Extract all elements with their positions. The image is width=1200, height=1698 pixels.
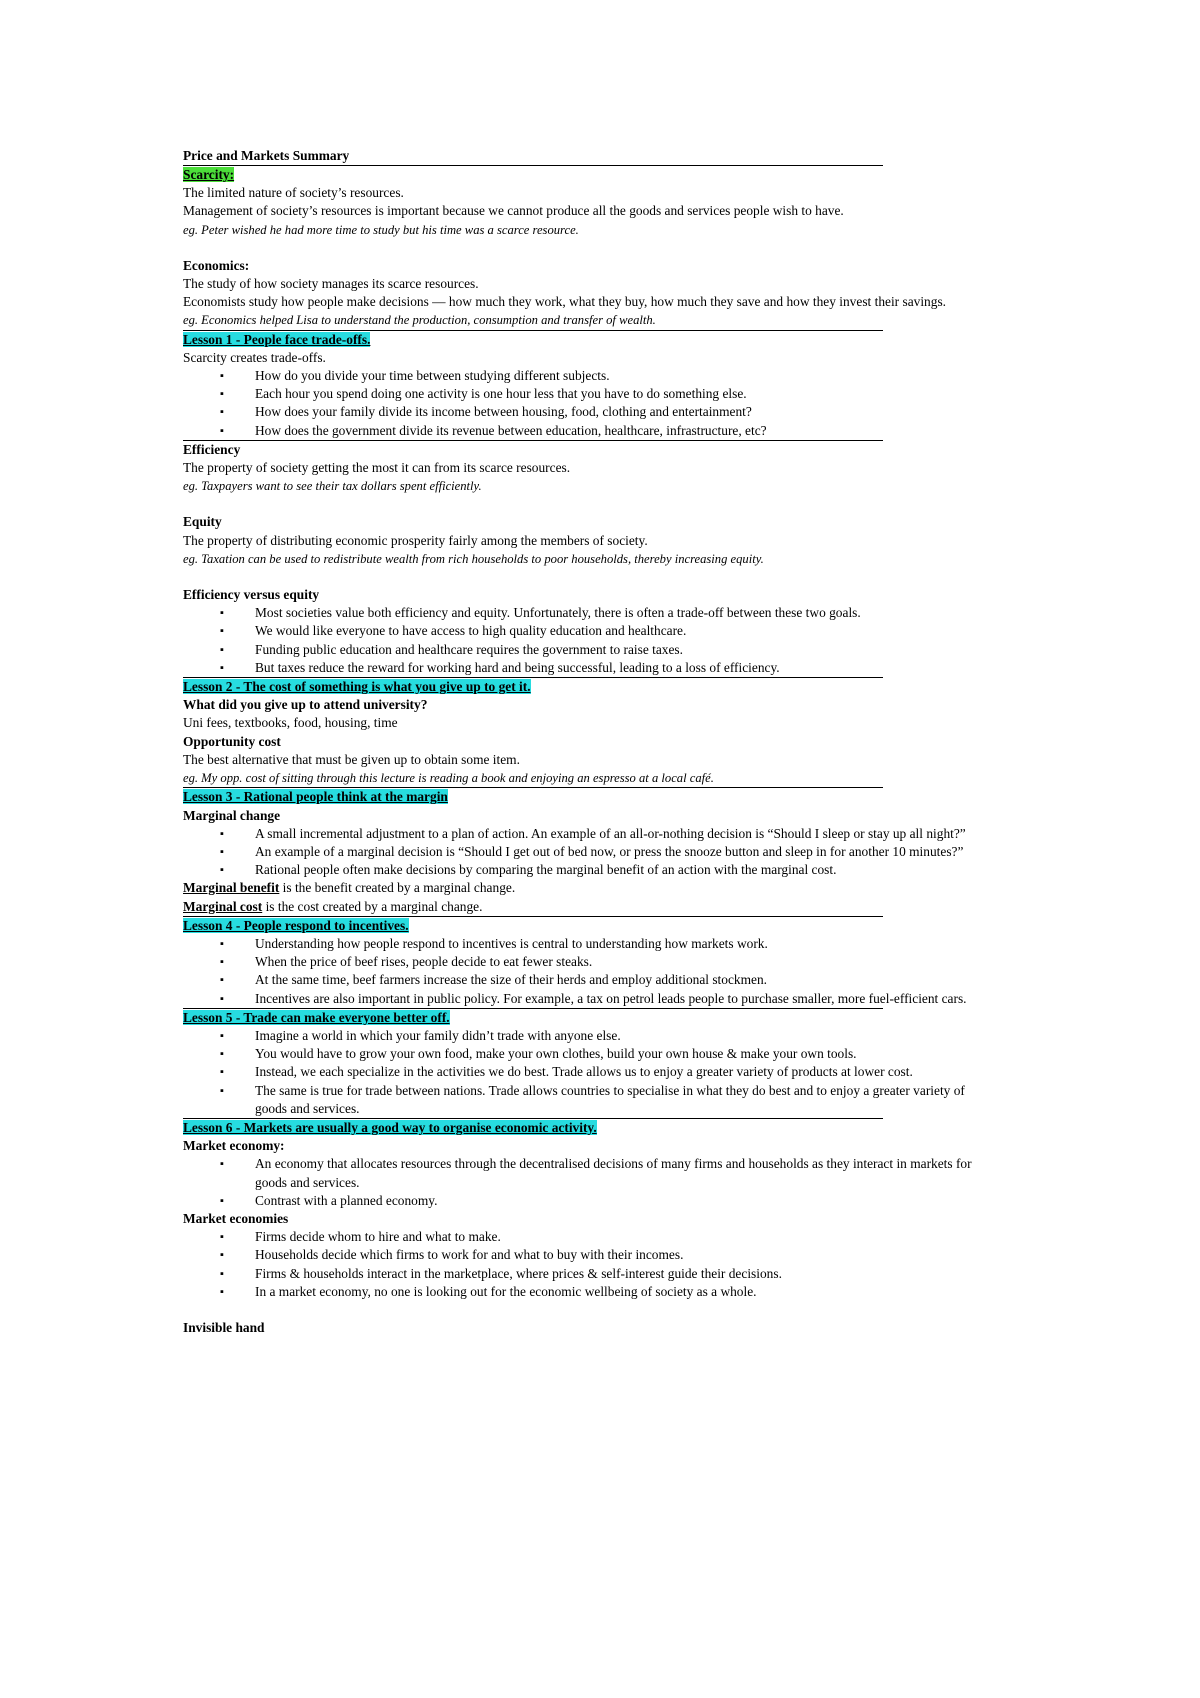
opportunity-cost-example: eg. My opp. cost of sitting through this lecture is reading a book and enjoying an espresso at a local café. — [183, 771, 714, 786]
list-item: ▪ The same is true for trade between nations. Trade allows countries to specialise in what they do best and to enjoy a greater variety of goods and services. — [183, 1082, 985, 1118]
lesson3-heading: Lesson 3 - Rational people think at the margin — [183, 789, 448, 805]
efficiency-vs-equity-list — [183, 604, 1033, 677]
lesson4-bullet-list — [183, 935, 1033, 1008]
economics-example: eg. Economics helped Lisa to understand the production, consumption and transfer of wealth. — [183, 313, 656, 328]
list-item: ▪ Imagine a world in which your family didn’t trade with anyone else. — [183, 1027, 1033, 1045]
market-economy-term: Market economy: — [183, 1138, 285, 1154]
list-item: ▪ How do you divide your time between studying different subjects. — [183, 367, 1033, 385]
lesson3-bullet-list — [183, 825, 1033, 880]
equity-definition: The property of distributing economic prosperity fairly among the members of society. — [183, 532, 648, 548]
economics-definition: The study of how society manages its scarce resources. — [183, 276, 479, 292]
list-item: ▪ Households decide which firms to work for and what to buy with their incomes. — [183, 1246, 1033, 1264]
market-economies-list — [183, 1228, 1033, 1301]
list-item: ▪ A small incremental adjustment to a plan of action. An example of an all-or-nothing decision is “Should I sleep or stay up all night?” — [183, 825, 985, 843]
market-economy-list — [183, 1155, 1033, 1210]
list-item: ▪ When the price of beef rises, people decide to eat fewer steaks. — [183, 953, 1033, 971]
lesson5-bullet-list — [183, 1027, 1033, 1118]
lesson2-question: What did you give up to attend university? — [183, 697, 428, 713]
list-item: ▪ Incentives are also important in public policy. For example, a tax on petrol leads people to purchase smaller, more fuel-efficient cars. — [183, 990, 985, 1008]
lesson1-bullet-list — [183, 367, 1033, 440]
list-item: ▪ You would have to grow your own food, make your own clothes, build your own house & make your own tools. — [183, 1045, 1033, 1063]
efficiency-example: eg. Taxpayers want to see their tax dollars spent efficiently. — [183, 479, 482, 494]
efficiency-vs-equity-heading: Efficiency versus equity — [183, 587, 320, 603]
list-item: ▪ Most societies value both efficiency and equity. Unfortunately, there is often a trade-off between these two goals. — [183, 604, 1033, 622]
efficiency-definition: The property of society getting the most it can from its scarce resources. — [183, 460, 571, 476]
list-item: ▪ We would like everyone to have access to high quality education and healthcare. — [183, 622, 1033, 640]
market-economies-term: Market economies — [183, 1210, 289, 1226]
page-title: Price and Markets Summary — [183, 148, 350, 163]
list-item: ▪ Understanding how people respond to incentives is central to understanding how markets work. — [183, 935, 1033, 953]
lesson6-heading: Lesson 6 - Markets are usually a good way to organise economic activity. — [183, 1119, 597, 1135]
list-item: ▪ Firms decide whom to hire and what to make. — [183, 1228, 1033, 1246]
economics-heading: Economics: — [183, 257, 250, 273]
lesson4-heading: Lesson 4 - People respond to incentives. — [183, 917, 409, 933]
list-item: ▪ Firms & households interact in the marketplace, where prices & self-interest guide their decisions. — [183, 1265, 1033, 1283]
invisible-hand-heading: Invisible hand — [183, 1319, 265, 1335]
equity-heading: Equity — [183, 514, 222, 530]
list-item: ▪ Funding public education and healthcare requires the government to raise taxes. — [183, 641, 1033, 659]
marginal-benefit-definition: is the benefit created by a marginal change. — [279, 880, 516, 896]
opportunity-cost-definition: The best alternative that must be given up to obtain some item. — [183, 751, 520, 767]
lesson2-heading: Lesson 2 - The cost of something is what you give up to get it. — [183, 679, 531, 695]
lesson1-heading: Lesson 1 - People face trade-offs. — [183, 331, 371, 347]
lesson1-intro: Scarcity creates trade-offs. — [183, 349, 326, 365]
marginal-cost-term: Marginal cost — [183, 898, 263, 914]
list-item: ▪ How does the government divide its revenue between education, healthcare, infrastructure, etc? — [183, 422, 1033, 440]
list-item: ▪ At the same time, beef farmers increase the size of their herds and employ additional stockmen. — [183, 971, 1033, 989]
list-item: ▪ Rational people often make decisions by comparing the marginal benefit of an action with the marginal cost. — [183, 861, 1033, 879]
list-item: ▪ How does your family divide its income between housing, food, clothing and entertainment? — [183, 403, 1033, 421]
scarcity-definition: The limited nature of society’s resources. — [183, 185, 404, 201]
list-item: ▪ An economy that allocates resources through the decentralised decisions of many firms and households as they interact in markets for goods and services. — [183, 1155, 985, 1191]
list-item: ▪ In a market economy, no one is looking out for the economic wellbeing of society as a whole. — [183, 1283, 1033, 1301]
opportunity-cost-term: Opportunity cost — [183, 733, 281, 749]
document-body — [183, 147, 1033, 1337]
list-item: ▪ But taxes reduce the reward for working hard and being successful, leading to a loss of efficiency. — [183, 659, 1033, 677]
marginal-benefit-term: Marginal benefit — [183, 880, 280, 896]
list-item: ▪ Each hour you spend doing one activity is one hour less that you have to do something else. — [183, 385, 1033, 403]
marginal-cost-definition: is the cost created by a marginal change. — [262, 898, 483, 914]
economics-description: Economists study how people make decisions — how much they work, what they buy, how much they save and how they invest their savings. — [183, 294, 947, 310]
equity-example: eg. Taxation can be used to redistribute wealth from rich households to poor households, thereby increasing equity. — [183, 551, 764, 566]
list-item: ▪ An example of a marginal decision is “Should I get out of bed now, or press the snooze button and sleep in for another 10 minutes?” — [183, 843, 985, 861]
list-item: ▪ Instead, we each specialize in the activities we do best. Trade allows us to enjoy a greater variety of products at lower cost. — [183, 1063, 985, 1081]
efficiency-heading: Efficiency — [183, 441, 241, 457]
lesson2-answer: Uni fees, textbooks, food, housing, time — [183, 715, 398, 731]
scarcity-example: eg. Peter wished he had more time to study but his time was a scarce resource. — [183, 222, 579, 237]
list-item: ▪ Contrast with a planned economy. — [183, 1192, 1033, 1210]
scarcity-description: Management of society’s resources is important because we cannot produce all the goods and services people wish to have. — [183, 203, 844, 219]
marginal-change-term: Marginal change — [183, 807, 281, 823]
lesson5-heading: Lesson 5 - Trade can make everyone better off. — [183, 1009, 450, 1025]
scarcity-heading: Scarcity: — [183, 167, 235, 182]
